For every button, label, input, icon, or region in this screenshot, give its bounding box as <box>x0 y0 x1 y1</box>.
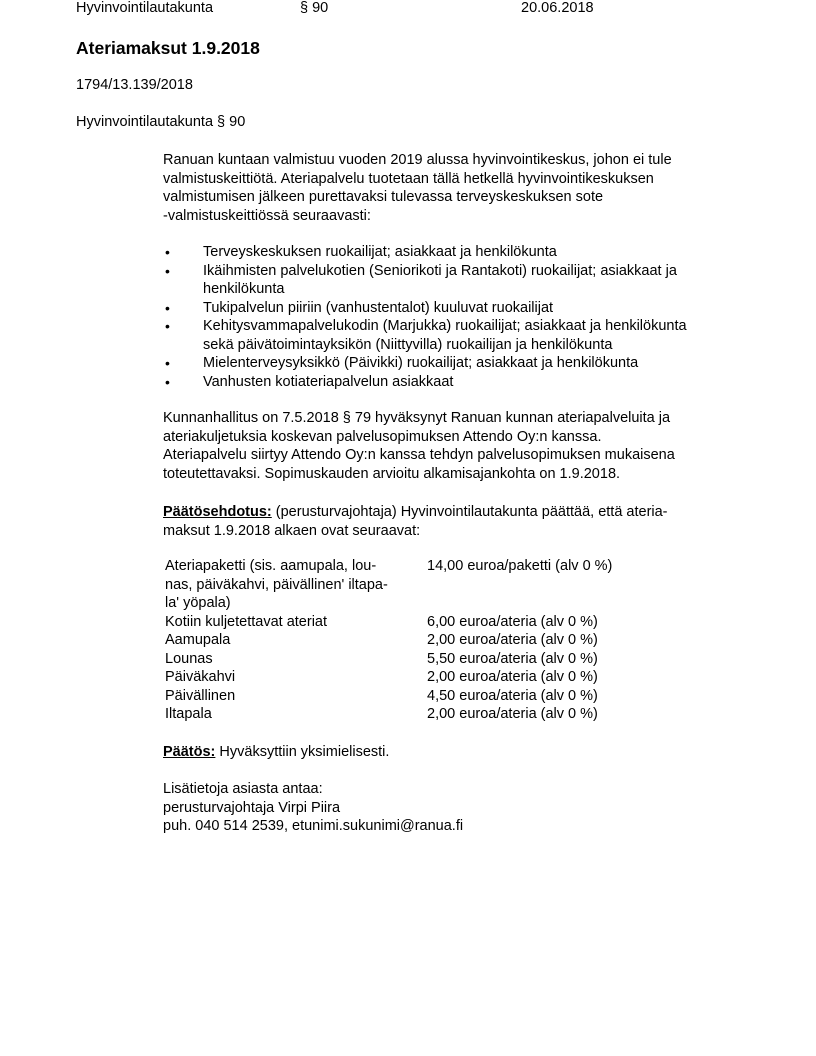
list-item: • Terveyskeskuksen ruokailijat; asiakkaat ja henkilökunta <box>163 243 753 262</box>
contact-line: puh. 040 514 2539, etunimi.sukunimi@ranua.fi <box>163 818 464 834</box>
decision-paragraph <box>163 743 743 762</box>
list-item: • Kehitysvammapalvelukodin (Marjukka) ruokailijat; asiakkaat ja henkilökunta sekä päivätoimintayksikön (Niittyvilla) ruokailijan ja henkilökunta <box>163 317 753 354</box>
table-row <box>163 613 612 632</box>
proposal-text: (perusturvajohtaja) Hyvinvointilautakunta päättää, että ateria- <box>271 504 668 520</box>
contact-paragraph <box>163 780 743 836</box>
proposal-paragraph <box>163 503 743 540</box>
fee-name: Päiväkahvi <box>165 669 236 685</box>
table-row <box>163 631 612 650</box>
list-item: • Mielenterveysyksikkö (Päivikki) ruokailijat; asiakkaat ja henkilökunta <box>163 354 753 373</box>
fee-name: Iltapala <box>165 706 212 722</box>
board-paragraph <box>163 409 743 483</box>
table-row <box>163 557 612 613</box>
proposal-label: Päätösehdotus: <box>163 504 272 520</box>
list-item: • Ikäihmisten palvelukotien (Seniorikoti ja Rantakoti) ruokailijat; asiakkaat ja henkilökunta <box>163 262 753 299</box>
board-line: Ateriapalvelu siirtyy Attendo Oy:n kanssa tehdyn palvelusopimuksen mukaisena <box>163 447 675 463</box>
proposal-text-line2: maksut 1.9.2018 alkaen ovat seuraavat: <box>163 522 421 539</box>
intro-paragraph <box>163 151 743 225</box>
page-title: Ateriamaksut 1.9.2018 <box>76 38 260 58</box>
fee-name: Kotiin kuljetettavat ateriat <box>165 613 328 630</box>
fee-price: 2,00 euroa/ateria (alv 0 %) <box>427 632 598 648</box>
fee-name: Lounas <box>165 650 213 667</box>
fee-price: 6,00 euroa/ateria (alv 0 %) <box>427 613 598 630</box>
fee-table <box>163 557 612 724</box>
header-date: 20.06.2018 <box>521 0 594 16</box>
table-row <box>163 687 612 706</box>
fee-price: 2,00 euroa/ateria (alv 0 %) <box>427 706 598 722</box>
fee-price: 2,00 euroa/ateria (alv 0 %) <box>427 669 598 685</box>
table-row <box>163 650 612 669</box>
decision-label: Päätös: <box>163 744 216 760</box>
list-item: • Vanhusten kotiateriapalvelun asiakkaat <box>163 373 753 392</box>
diary-number: 1794/13.139/2018 <box>76 77 193 93</box>
header-section: § 90 <box>300 0 329 16</box>
fee-price: 4,50 euroa/ateria (alv 0 %) <box>427 687 598 704</box>
contact-line: perusturvajohtaja Virpi Piira <box>163 799 341 816</box>
intro-line: -valmistuskeittiössä seuraavasti: <box>163 207 371 224</box>
fee-name: Ateriapaketti (sis. aamupala, lou- nas, päiväkahvi, päivällinen' iltapa- la' yöpala) <box>165 558 388 611</box>
fee-name: Päivällinen <box>165 687 236 704</box>
table-row <box>163 705 612 724</box>
board-line: ateriakuljetuksia koskevan palvelusopimuksen Attendo Oy:n kanssa. <box>163 428 602 445</box>
list-item: • Tukipalvelun piiriin (vanhustentalot) kuuluvat ruokailijat <box>163 299 753 318</box>
intro-line: Ranuan kuntaan valmistuu vuoden 2019 alussa hyvinvointikeskus, johon ei tule <box>163 152 672 168</box>
contact-line: Lisätietoja asiasta antaa: <box>163 781 323 797</box>
header-committee: Hyvinvointilautakunta <box>76 0 214 16</box>
kitchen-user-list <box>163 243 753 391</box>
fee-price: 14,00 euroa/paketti (alv 0 %) <box>427 558 613 574</box>
board-line: Kunnanhallitus on 7.5.2018 § 79 hyväksynyt Ranuan kunnan ateriapalveluita ja <box>163 410 671 426</box>
committee-reference: Hyvinvointilautakunta § 90 <box>76 114 246 130</box>
intro-line: valmistumisen jälkeen purettavaksi tulevassa terveyskeskuksen sote <box>163 189 604 205</box>
intro-line: valmistuskeittiötä. Ateriapalvelu tuotetaan tällä hetkellä hyvinvointikeskuksen <box>163 170 654 187</box>
table-row <box>163 668 612 687</box>
fee-name: Aamupala <box>165 632 231 648</box>
board-line: toteutettavaksi. Sopimuskauden arvioitu alkamisajankohta on 1.9.2018. <box>163 465 621 482</box>
fee-price: 5,50 euroa/ateria (alv 0 %) <box>427 650 598 667</box>
decision-text: Hyväksyttiin yksimielisesti. <box>215 744 390 760</box>
